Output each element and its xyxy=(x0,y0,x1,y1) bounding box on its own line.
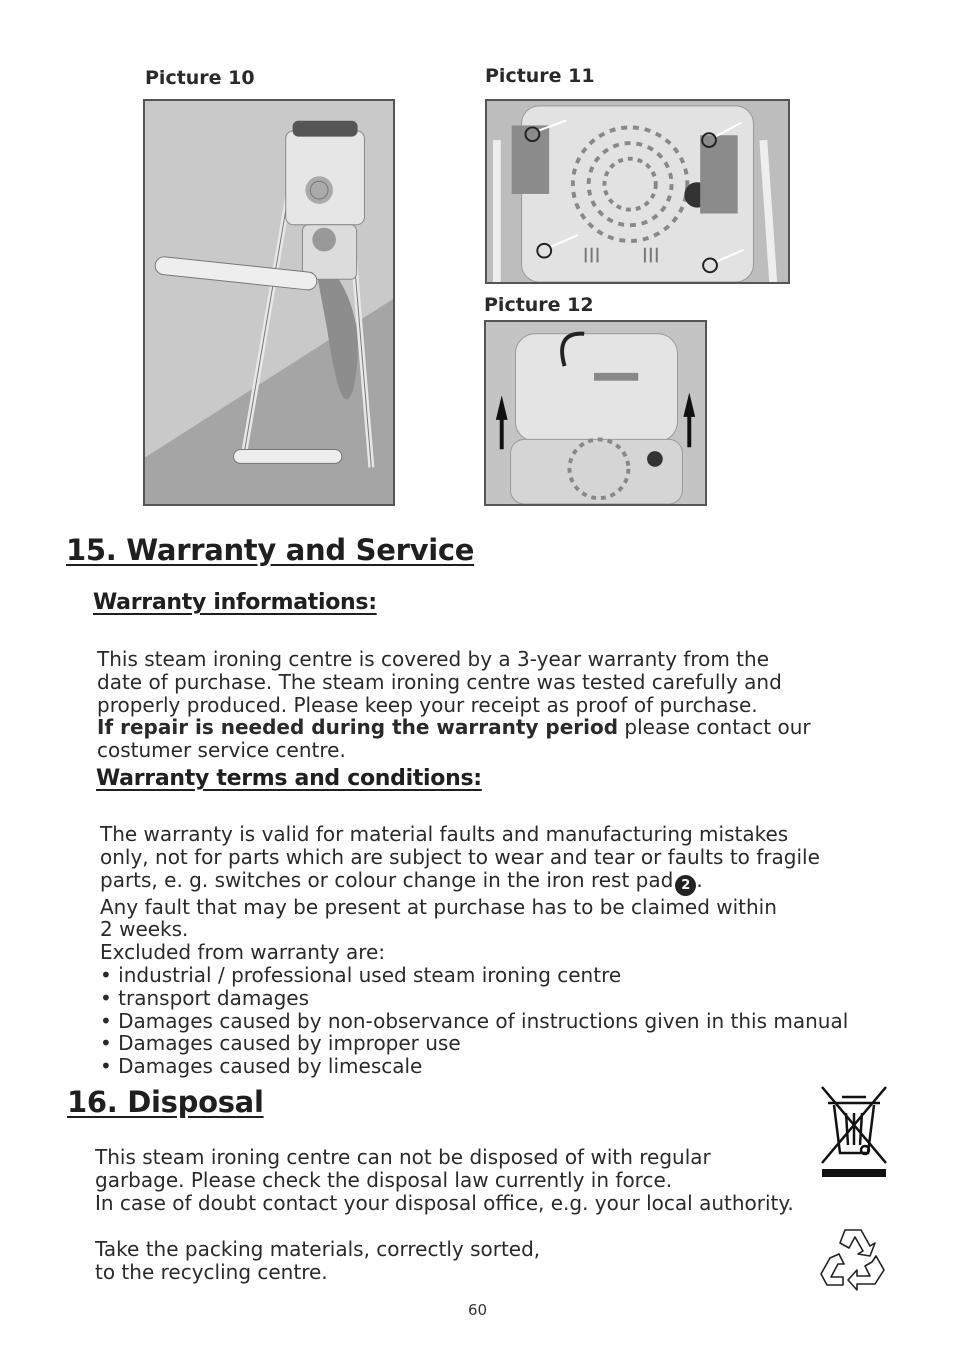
excluded-intro: Excluded from warranty are: xyxy=(100,940,386,965)
warranty-repair-line2: costumer service centre. xyxy=(97,738,346,763)
excluded-item: • Damages caused by improper use xyxy=(100,1031,461,1056)
disposal-line: This steam ironing centre can not be disposed of with regular xyxy=(95,1145,711,1169)
warranty-terms-heading: Warranty terms and conditions: xyxy=(96,766,482,791)
picture-12-caption: Picture 12 xyxy=(484,294,594,316)
terms-line xyxy=(100,869,848,896)
warranty-info-line: date of purchase. The steam ironing centre was tested carefully and xyxy=(97,669,782,694)
disposal-line: garbage. Please check the disposal law currently in force. xyxy=(95,1167,673,1192)
warranty-info-heading: Warranty informations: xyxy=(93,590,377,615)
disposal-line: In case of doubt contact your disposal office, e.g. your local authority. xyxy=(95,1190,794,1215)
excluded-item: • industrial / professional used steam ironing centre xyxy=(100,962,622,987)
warranty-terms-paragraph xyxy=(100,823,848,1078)
terms-line3-text: parts, e. g. switches or colour change in the iron rest pad xyxy=(100,867,674,892)
packing-paragraph xyxy=(95,1238,540,1284)
crossed-bin-icon xyxy=(818,1083,890,1179)
excluded-item: • Damages caused by limescale xyxy=(100,1054,423,1079)
iron-rest-pad-number-badge: 2 xyxy=(675,875,696,896)
page-number: 60 xyxy=(468,1301,488,1319)
terms-line3-end: . xyxy=(696,867,703,892)
picture-10-caption: Picture 10 xyxy=(145,67,255,89)
excluded-item: • Damages caused by non-observance of instructions given in this manual xyxy=(100,1008,849,1033)
terms-line: The warranty is valid for material faults and manufacturing mistakes xyxy=(100,822,789,846)
excluded-item: • transport damages xyxy=(100,985,310,1010)
warranty-section-title: 15. Warranty and Service xyxy=(66,533,475,567)
warranty-info-line: This steam ironing centre is covered by a 3-year warranty from the xyxy=(97,647,770,671)
warranty-repair-rest: please contact our xyxy=(618,715,811,740)
warranty-repair-bold: If repair is needed during the warranty period xyxy=(97,715,619,740)
terms-line: Any fault that may be present at purchase has to be claimed within xyxy=(100,894,777,919)
terms-line: only, not for parts which are subject to wear and tear or faults to fragile xyxy=(100,844,820,869)
picture-11-caption: Picture 11 xyxy=(485,65,595,87)
picture-12-image xyxy=(484,320,707,506)
packing-line: Take the packing materials, correctly sorted, xyxy=(95,1237,541,1261)
warranty-repair-line xyxy=(97,716,811,739)
disposal-paragraph xyxy=(95,1146,794,1214)
recycling-icon xyxy=(818,1224,888,1294)
picture-11-image xyxy=(485,99,790,284)
disposal-section-title: 16. Disposal xyxy=(67,1085,264,1119)
warranty-info-line: properly produced. Please keep your receipt as proof of purchase. xyxy=(97,692,758,717)
terms-line: 2 weeks. xyxy=(100,917,189,942)
warranty-info-paragraph xyxy=(97,648,811,762)
packing-line: to the recycling centre. xyxy=(95,1259,328,1284)
picture-10-image xyxy=(143,99,395,506)
